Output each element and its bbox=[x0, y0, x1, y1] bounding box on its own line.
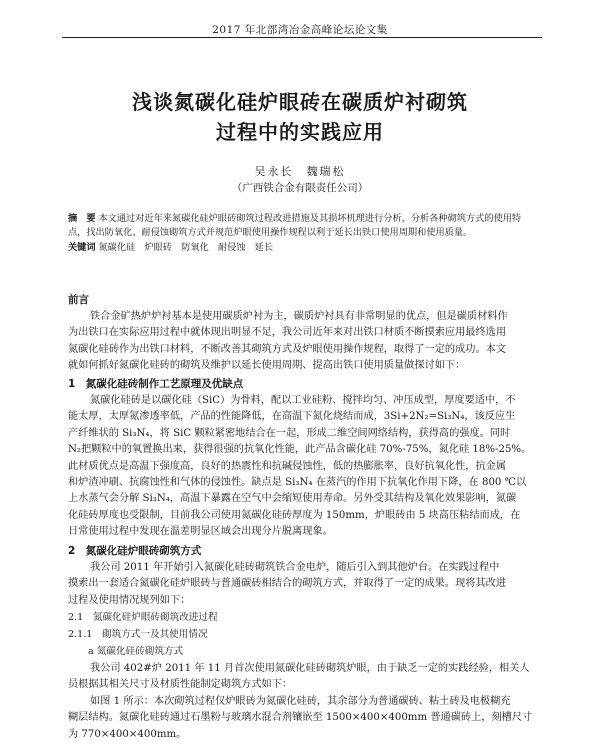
subsection-2-1: 2.1 氮碳化硅炉眼砖砌筑改进过程 bbox=[68, 612, 218, 623]
keywords-text: 氮碳化硅 炉眼砖 防氧化 耐侵蚀 延长 bbox=[98, 242, 274, 253]
preface-line: 为出铁口在实际应用过程中就体现出明显不足，我公司近年来对出铁口材质不断摸索应用最终选用 bbox=[68, 327, 507, 339]
section-1-paragraph bbox=[68, 393, 546, 541]
section-1-line: 日常使用过程中发现在温差明显区域会出现分片脱离现象。 bbox=[68, 526, 333, 538]
section-1-line: 和炉渣冲刷、抗腐蚀性和气体的侵蚀性。缺点是 Si₃N₄ 在蒸汽的作用下抗氧化作用下降，在 800 ℃以 bbox=[68, 477, 527, 489]
section-2-paragraph-2 bbox=[68, 661, 546, 743]
affiliation: （广西铁合金有限责任公司） bbox=[231, 182, 369, 194]
keywords-label: 关键词 bbox=[68, 242, 96, 253]
header-rule bbox=[62, 37, 542, 38]
running-header: 2017 年北部湾冶金高峰论坛论文集 bbox=[212, 24, 388, 36]
section-2b-line: 我公司 402#炉 2011 年 11 月首次使用氮碳化硅砖砌筑炉眼，由于缺乏一定的实践经验，相关人 bbox=[90, 663, 530, 674]
section-1-line: 氮碳化硅砖是以碳化硅（SiC）为骨料，配以工业硅粉、搅拌均匀、冲压成型，厚度要适中，不 bbox=[90, 395, 516, 406]
section-2b-line: 员根据其相关尺寸及材质性能制定砌筑方式如下： bbox=[68, 679, 293, 691]
section-1-line: 此材质优点是高温下强度高，良好的热震性和抗碱侵蚀性，低的热膨胀率，良好抗氧化性，抗金属 bbox=[68, 460, 507, 472]
abstract-label: 摘 要 bbox=[68, 213, 96, 224]
section-2-line: 过程及使用情况规列如下： bbox=[68, 594, 191, 606]
preface-line: 氮碳化硅砖作为出铁口材料，不断改善其砌筑方式及炉眼使用操作规程，取得了一定的成功。本文 bbox=[68, 343, 507, 355]
section-2b-line: 如图 1 所示：本次砌筑过程仅炉眼砖为氮碳化硅砖，其余部分为普通碳砖、粘土砖及电极糊充 bbox=[90, 695, 511, 707]
subsection-a: a 氮碳化硅砖砌筑方式 bbox=[88, 646, 184, 657]
subsection-2-1-1: 2.1.1 砌筑方式一及其使用情况 bbox=[68, 629, 208, 640]
section-1-line: 能太厚，太厚氮渗透率低，产品的性能降低，在高温下氮化烧结而成，3Si+2N₂=Si₃N₄，该反应生 bbox=[68, 411, 516, 423]
authors: 吴永长 魏瑞松 bbox=[254, 165, 346, 178]
section-2-line: 摸索出一套适合氮碳化硅炉眼砖与普通碳砖相结合的砌筑方式，并取得了一定的成果。现将其改进 bbox=[68, 578, 507, 590]
preface-line: 铁合金矿热炉炉衬基本是使用碳质炉衬为主，碳质炉衬具有非常明显的优点，但是碳质材料作 bbox=[90, 311, 508, 322]
section-2-paragraph bbox=[68, 560, 546, 609]
paper-title-line-1: 浅谈氮碳化硅炉眼砖在碳质炉衬砌筑 bbox=[132, 90, 468, 114]
section-1-line: 上水蒸气会分解 Si₃N₄，高温下暴露在空气中会缩短使用寿命。另外受其结构及氧化效果影响，氮碳 bbox=[68, 493, 517, 505]
paper-title-line-2: 过程中的实践应用 bbox=[216, 120, 384, 144]
abstract-text-1: 本文通过对近年来氮碳化硅炉眼砖砌筑过程改进措施及其损坏机理进行分析，分析各种砌筑方式的使用特 bbox=[98, 213, 522, 224]
section-1-line: 化硅砖厚度也受限制，目前我公司使用氮碳化硅砖厚度为 150mm，炉眼砖由 5 块高压粘结而成，在 bbox=[68, 509, 521, 521]
section-2-line: 我公司 2011 年开始引入氮碳化硅砖砌筑铁合金电炉，随后引入到其他炉台。在实践过程中 bbox=[90, 562, 500, 573]
abstract-line-2: 点，找出防氧化、耐侵蚀砌筑方式并规范炉眼使用操作规程以利于延长出铁口使用周期和使用质量。 bbox=[68, 227, 473, 238]
preface-line: 就如何抓好氮碳化硅砖的砌筑及维护以延长使用周期、提高出铁口使用质量做探讨如下： bbox=[68, 360, 466, 372]
preface-heading: 前言 bbox=[68, 294, 89, 306]
section-2b-line: 为 770×400×400mm。 bbox=[68, 728, 187, 740]
section-1-line: N₂把颗粒中的氧置换出来，获得很强的抗氧化性能，此产品含碳化硅 70%-75%，氮化硅 18%-25%。 bbox=[68, 444, 532, 456]
section-1-line: 产纤维状的 Si₃N₄，将 SiC 颗粒紧密地结合在一起，形成二维空间网络结构，获得高的强度。同时 bbox=[68, 427, 511, 439]
section-2-heading: 2 氮碳化硅炉眼砖砌筑方式 bbox=[68, 545, 202, 557]
section-1-heading: 1 氮碳化硅砖制作工艺原理及优缺点 bbox=[68, 378, 244, 390]
keywords-line bbox=[68, 241, 548, 255]
preface-paragraph bbox=[68, 309, 546, 375]
abstract-line-1 bbox=[68, 212, 548, 226]
section-2b-line: 糊层结构。氮碳化硅砖通过石墨粉与玻璃水混合剂镶嵌至 1500×400×400mm 普通碳砖上，刻槽尺寸 bbox=[68, 712, 533, 724]
